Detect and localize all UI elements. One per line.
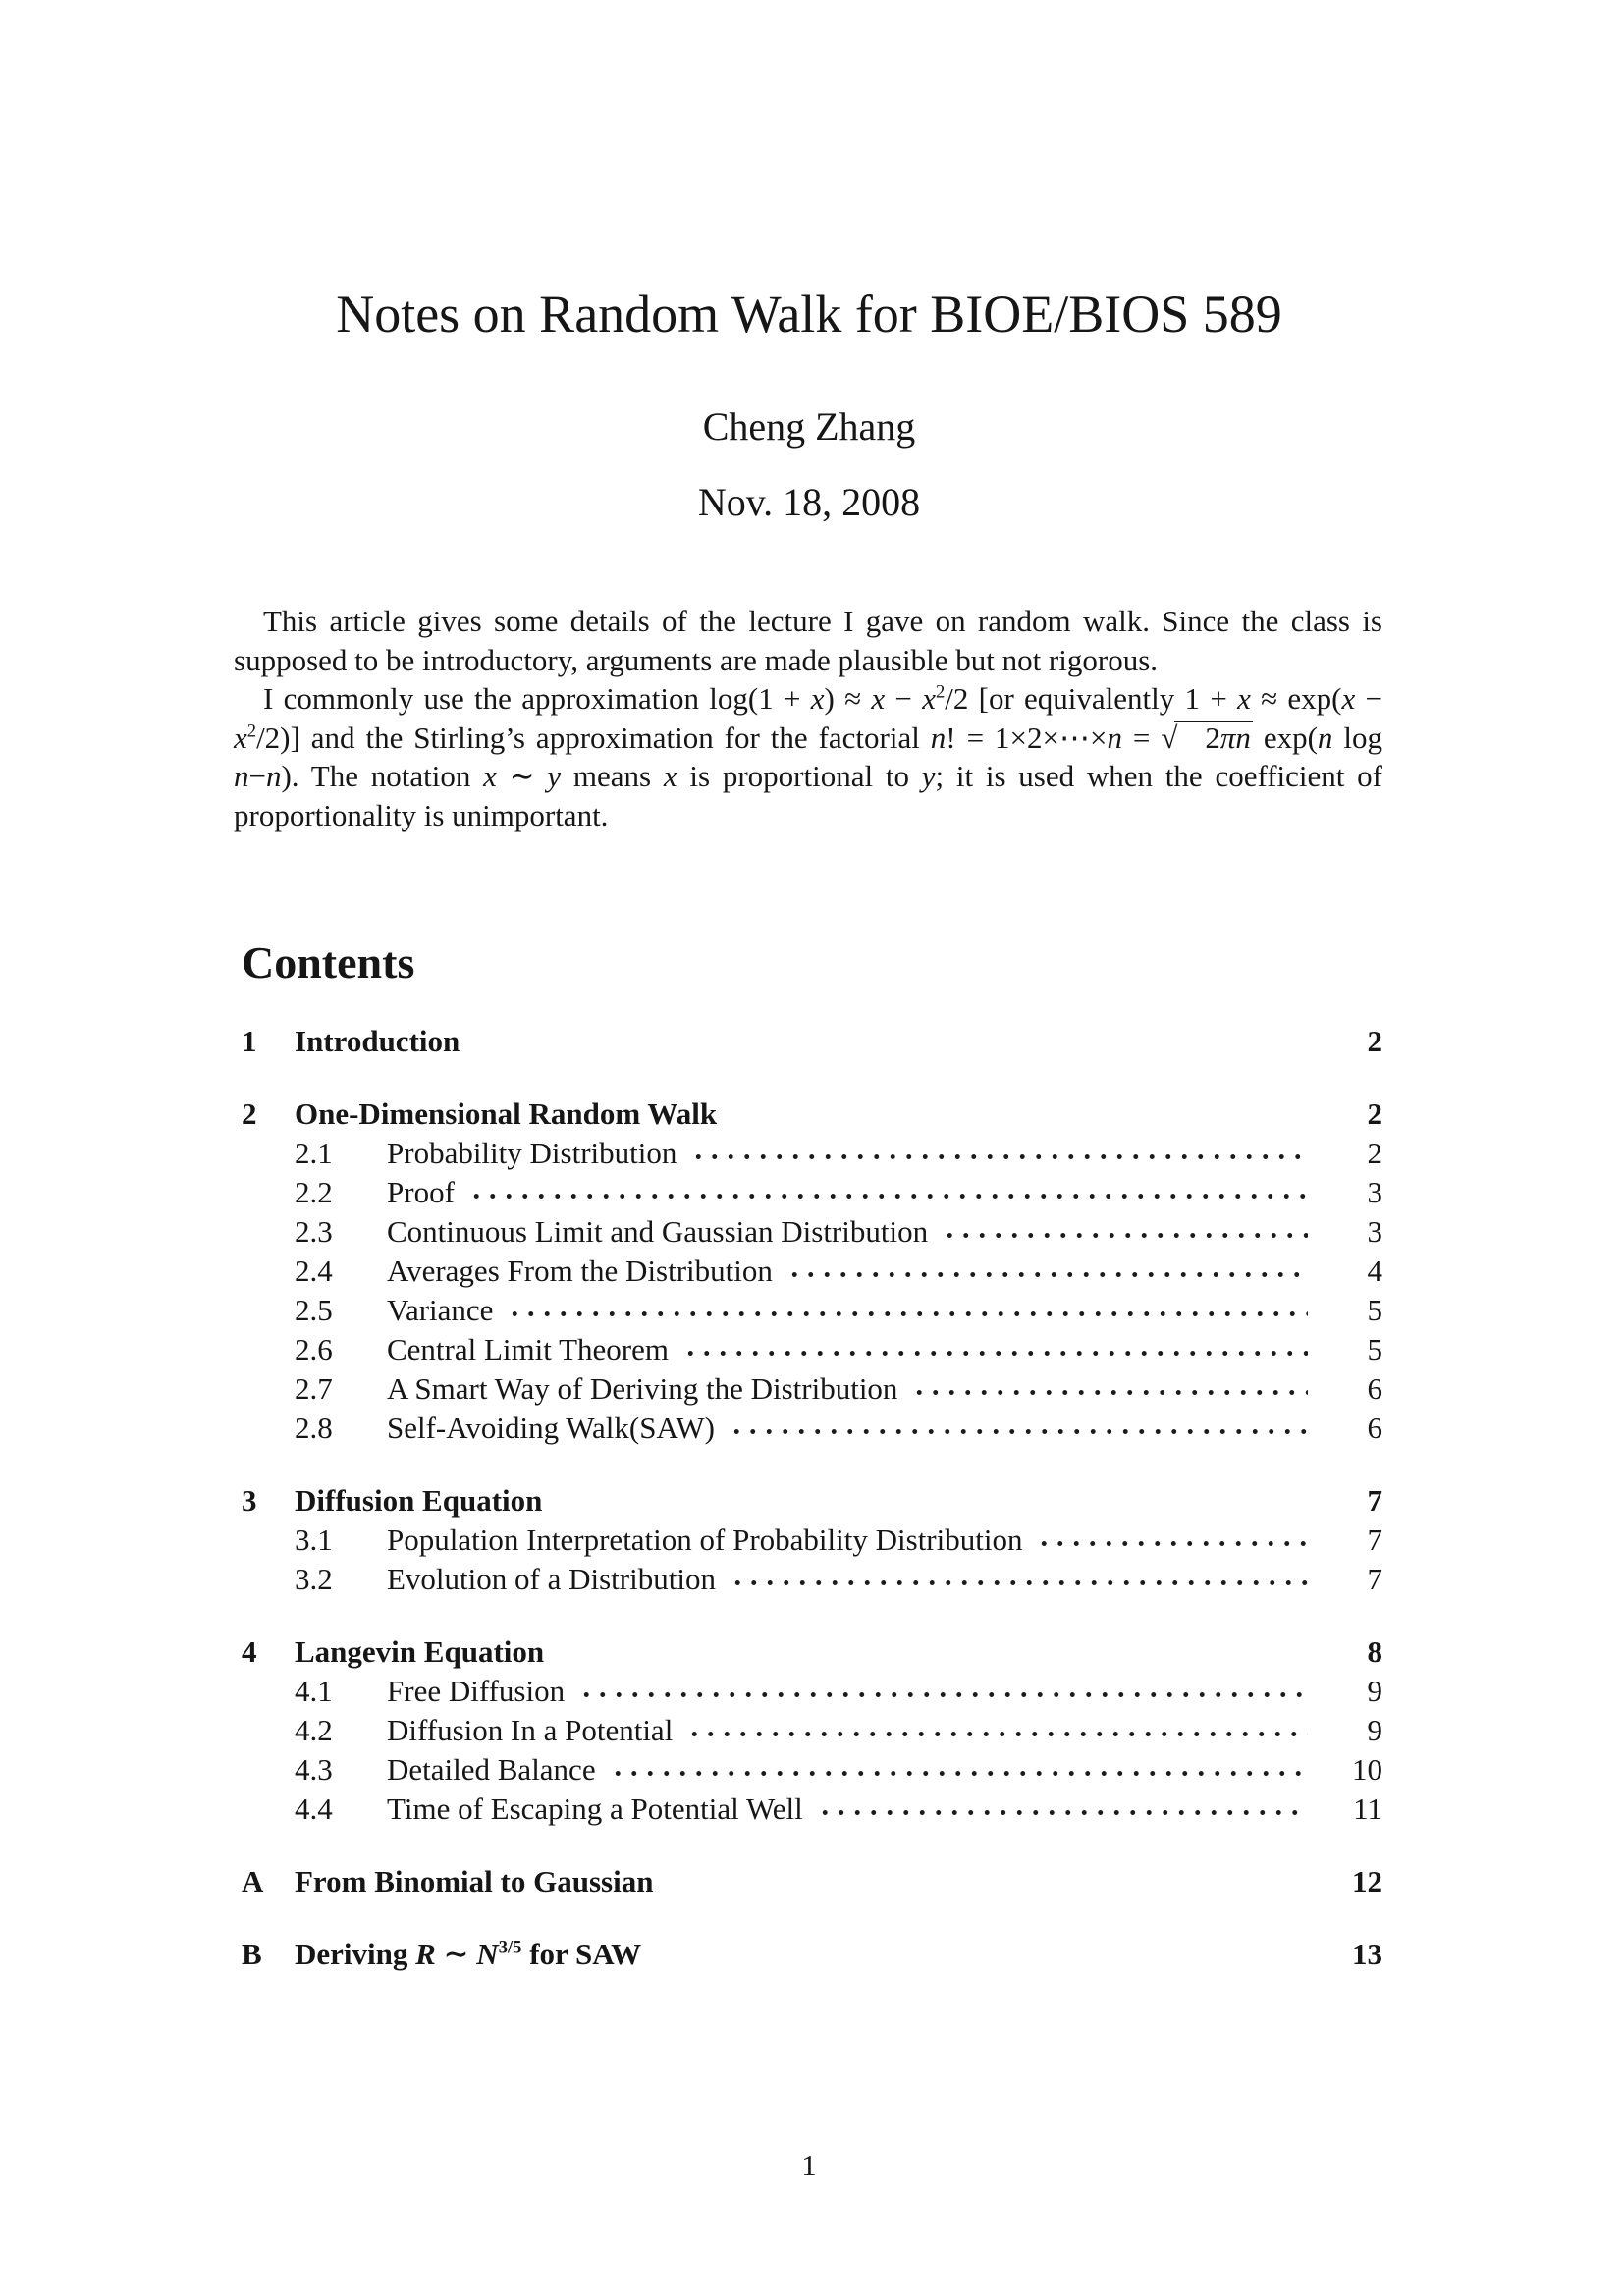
toc-entry-title: Time of Escaping a Potential Well xyxy=(387,1791,803,1826)
toc-leader xyxy=(460,1022,1327,1061)
toc-entry-section-1 xyxy=(242,1022,1382,1061)
toc-entry-appendix-a xyxy=(242,1862,1382,1901)
toc-entry-title: Averages From the Distribution xyxy=(387,1254,773,1288)
toc-leader xyxy=(717,1095,1327,1134)
toc-entry-title: Self-Avoiding Walk(SAW) xyxy=(387,1411,715,1445)
toc-entry-title: Probability Distribution xyxy=(387,1136,677,1170)
toc-dot-leader xyxy=(730,1560,1308,1599)
toc-entry-page: 9 xyxy=(1367,1713,1382,1747)
toc-entry-number: B xyxy=(242,1937,262,1971)
toc-entry-number: 2 xyxy=(242,1096,257,1131)
toc-entry-appendix-b xyxy=(242,1935,1382,1974)
toc-entry-number: 2.7 xyxy=(295,1371,333,1406)
toc-entry-number: 4.4 xyxy=(295,1791,333,1826)
toc-entry-2-3 xyxy=(242,1212,1382,1252)
toc-entry-3-1 xyxy=(242,1521,1382,1560)
toc-entry-page: 10 xyxy=(1352,1752,1382,1787)
toc-entry-page: 4 xyxy=(1367,1254,1382,1288)
intro-paragraph-1: This article gives some details of the lecture I gave on random walk. Since the class is supposed to be introductory, arguments are made plausible but not rigorous. xyxy=(234,604,1382,677)
toc-entry-number: 3.1 xyxy=(295,1522,333,1557)
intro-paragraph-2: I commonly use the approximation $\log(1 + x) \approx x - x^2/2$ [or equivalently $1 + x \approx \exp(x - x^2/2)$] and the Stirling’s approximation for the factorial n! = 1×2×⋯×n = √ 2πn exp(n log n−n). The notation x ∼ y means x is proportional to y; it is used when the coefficient of proportionality is unimportant. xyxy=(234,681,1383,832)
toc-dot-leader xyxy=(690,1134,1308,1173)
contents-heading: Contents xyxy=(242,937,415,988)
toc-dot-leader xyxy=(786,1252,1308,1291)
toc-dot-leader xyxy=(682,1330,1308,1369)
toc-entry-2-6 xyxy=(242,1330,1382,1369)
toc-entry-title: Central Limit Theorem xyxy=(387,1332,669,1366)
toc-entry-page: 9 xyxy=(1367,1674,1382,1708)
toc-dot-leader xyxy=(911,1369,1308,1409)
toc-entry-number: 4.2 xyxy=(295,1713,333,1747)
table-of-contents xyxy=(242,938,1382,1974)
toc-entry-title: From Binomial to Gaussian xyxy=(295,1864,654,1898)
toc-entry-number: 1 xyxy=(242,1024,257,1058)
toc-entry-2-7 xyxy=(242,1369,1382,1409)
toc-entry-page: 11 xyxy=(1353,1791,1382,1826)
toc-entry-page: 7 xyxy=(1367,1562,1382,1596)
toc-dot-leader xyxy=(729,1409,1308,1448)
toc-entry-page: 5 xyxy=(1367,1332,1382,1366)
toc-entry-page: 3 xyxy=(1367,1214,1382,1249)
page-number: 1 xyxy=(801,2148,817,2182)
author: Cheng Zhang xyxy=(702,404,916,449)
toc-leader xyxy=(544,1632,1327,1672)
toc-entry-page: 5 xyxy=(1367,1293,1382,1327)
toc-entry-number: 3 xyxy=(242,1483,257,1518)
toc-dot-leader xyxy=(610,1750,1308,1789)
toc-entry-number: 2.3 xyxy=(295,1214,333,1249)
toc-dot-leader xyxy=(817,1789,1308,1829)
toc-entry-2-8 xyxy=(242,1409,1382,1448)
toc-entry-title: A Smart Way of Deriving the Distribution xyxy=(387,1371,898,1406)
toc-entry-2-4 xyxy=(242,1252,1382,1291)
toc-entry-number: 4.1 xyxy=(295,1674,333,1708)
toc-entry-4-2 xyxy=(242,1711,1382,1750)
toc-entry-title: Proof xyxy=(387,1175,455,1209)
toc-entry-title: Langevin Equation xyxy=(295,1634,545,1669)
toc-entry-title: Continuous Limit and Gaussian Distribution xyxy=(387,1214,929,1249)
toc-entry-title: Deriving R ∼ $N^{3/5}$ for SAW xyxy=(295,1937,642,1971)
toc-entry-number: 2.8 xyxy=(295,1411,333,1445)
toc-entry-section-3 xyxy=(242,1481,1382,1521)
toc-entry-2-2 xyxy=(242,1173,1382,1212)
toc-entry-3-2 xyxy=(242,1560,1382,1599)
toc-entry-number: 2.6 xyxy=(295,1332,333,1366)
date: Nov. 18, 2008 xyxy=(697,480,921,524)
toc-entry-title: Variance xyxy=(387,1293,494,1327)
toc-entry-number: 2.1 xyxy=(295,1136,333,1170)
page-title: Notes on Random Walk for BIOE/BIOS 589 xyxy=(336,285,1282,344)
toc-entry-page: 8 xyxy=(1367,1634,1382,1669)
toc-leader xyxy=(542,1481,1327,1521)
toc-entry-number: 3.2 xyxy=(295,1562,333,1596)
toc-entry-title: Introduction xyxy=(295,1024,460,1058)
toc-entry-2-5 xyxy=(242,1291,1382,1330)
toc-entry-number: 2.5 xyxy=(295,1293,333,1327)
toc-entry-page: 12 xyxy=(1352,1864,1382,1898)
toc-entry-number: 2.2 xyxy=(295,1175,333,1209)
toc-entry-title: One-Dimensional Random Walk xyxy=(295,1096,718,1131)
toc-entry-title: Evolution of a Distribution xyxy=(387,1562,716,1596)
toc-entry-number: 2.4 xyxy=(295,1254,333,1288)
toc-entry-page: 3 xyxy=(1367,1175,1382,1209)
toc-entry-title: Detailed Balance xyxy=(387,1752,596,1787)
toc-dot-leader xyxy=(507,1291,1308,1330)
toc-entry-number: 4 xyxy=(242,1634,257,1669)
toc-entry-number: 4.3 xyxy=(295,1752,333,1787)
intro-text xyxy=(234,602,1382,834)
toc-entry-4-1 xyxy=(242,1672,1382,1711)
toc-dot-leader xyxy=(1036,1521,1308,1560)
toc-entry-title: Diffusion Equation xyxy=(295,1483,543,1518)
toc-dot-leader xyxy=(942,1212,1308,1252)
toc-entry-page: 6 xyxy=(1367,1371,1382,1406)
toc-dot-leader xyxy=(686,1711,1308,1750)
toc-entry-page: 13 xyxy=(1352,1937,1382,1971)
toc-entry-page: 7 xyxy=(1367,1483,1382,1518)
toc-entry-title: Diffusion In a Potential xyxy=(387,1713,674,1747)
toc-entry-section-2 xyxy=(242,1095,1382,1134)
toc-entry-page: 2 xyxy=(1367,1136,1382,1170)
toc-entry-title: Population Interpretation of Probability Distribution xyxy=(387,1522,1023,1557)
toc-entry-4-4 xyxy=(242,1789,1382,1829)
toc-entry-number: A xyxy=(242,1864,264,1898)
toc-dot-leader xyxy=(578,1672,1308,1711)
toc-entry-page: 2 xyxy=(1367,1096,1382,1131)
toc-entry-section-4 xyxy=(242,1632,1382,1672)
toc-entry-page: 6 xyxy=(1367,1411,1382,1445)
toc-leader xyxy=(641,1935,1327,1974)
toc-entry-2-1 xyxy=(242,1134,1382,1173)
toc-leader xyxy=(653,1862,1327,1901)
toc-entry-title: Free Diffusion xyxy=(387,1674,566,1708)
toc-entry-page: 2 xyxy=(1367,1024,1382,1058)
toc-entry-4-3 xyxy=(242,1750,1382,1789)
toc-dot-leader xyxy=(468,1173,1308,1212)
toc-entry-page: 7 xyxy=(1367,1522,1382,1557)
